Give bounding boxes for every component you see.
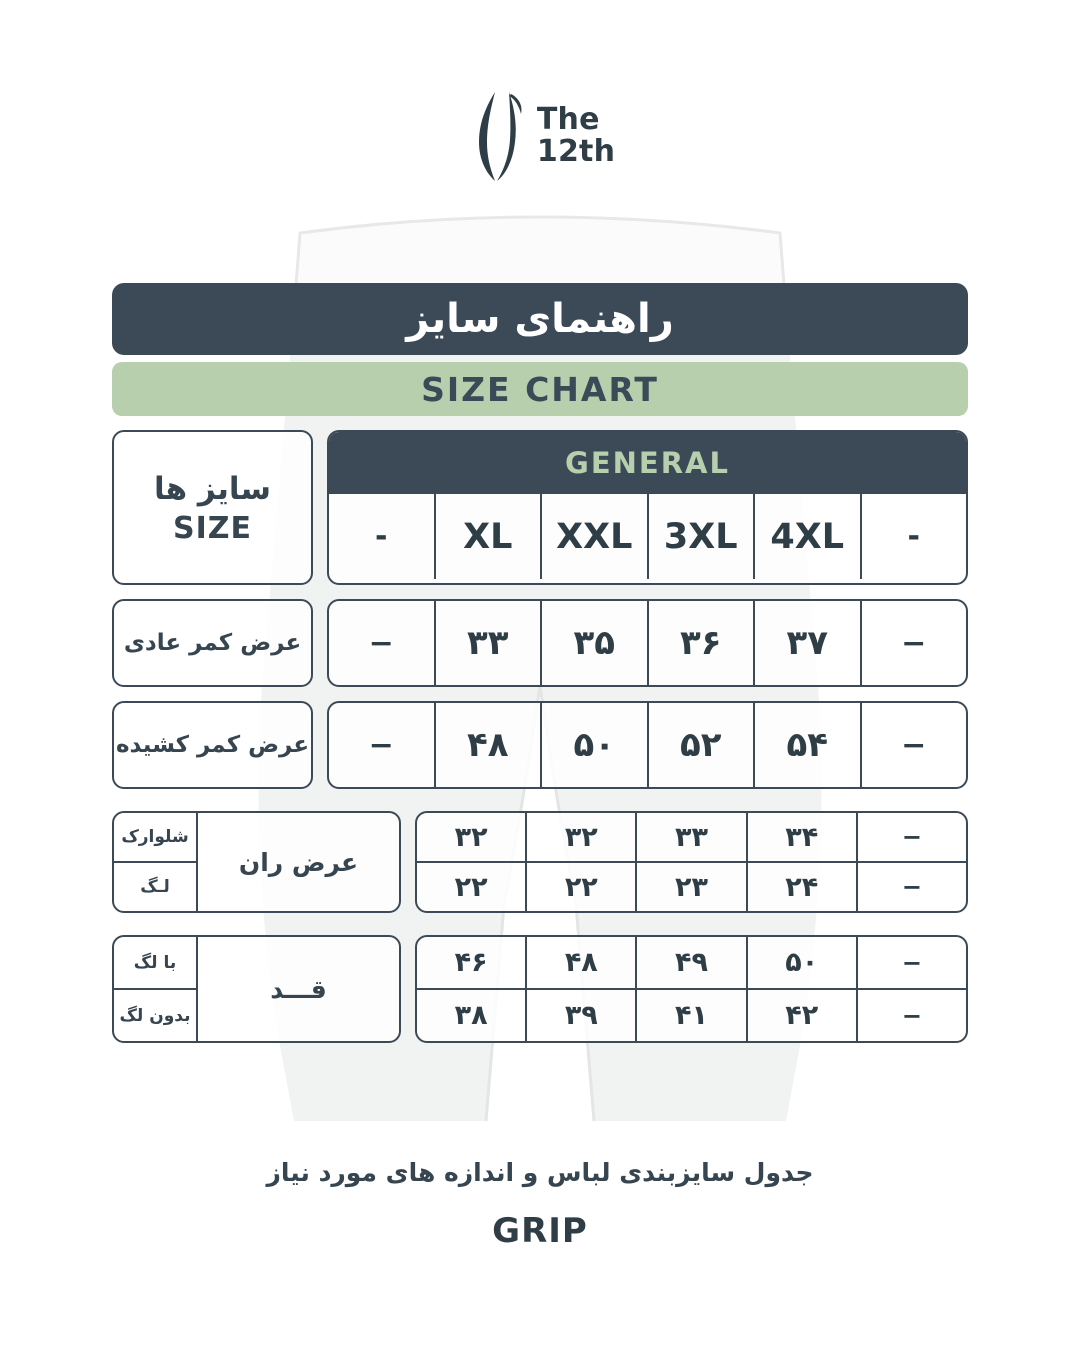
cell-r1-c2: ۵۰ bbox=[540, 703, 647, 787]
logo-mark-icon bbox=[465, 88, 527, 184]
cell-r0-c5: − bbox=[860, 601, 967, 685]
size-col-1: XL bbox=[434, 494, 541, 579]
row-values-waist-normal bbox=[327, 599, 968, 687]
table-header-row bbox=[112, 430, 968, 585]
footer bbox=[0, 1158, 1080, 1251]
size-col-5: - bbox=[860, 494, 967, 579]
row-values-waist-stretched bbox=[327, 701, 968, 789]
size-chart-content bbox=[112, 283, 968, 1043]
table-row-length bbox=[112, 935, 968, 1043]
length-with-legging-values bbox=[417, 937, 966, 990]
table-row bbox=[112, 701, 968, 789]
row-label-text: عرض ران bbox=[238, 847, 359, 877]
page-title-fa: راهنمای سایز bbox=[406, 296, 674, 342]
row-label-text: قـــد bbox=[270, 974, 327, 1004]
row-label-text: عرض کمر کشیده bbox=[115, 732, 310, 758]
length-without-legging-values bbox=[417, 990, 966, 1041]
cell-thigh-a-2: ۳۳ bbox=[635, 813, 745, 861]
row-label-waist-normal bbox=[112, 599, 313, 687]
row-label-thigh bbox=[112, 811, 401, 913]
row-values-thigh bbox=[415, 811, 968, 913]
size-columns-group bbox=[327, 430, 968, 585]
cell-len-a-3: ۵۰ bbox=[746, 937, 856, 988]
cell-thigh-a-4: − bbox=[856, 813, 966, 861]
thigh-legging-values bbox=[417, 863, 966, 911]
row-sublabels-thigh bbox=[114, 813, 198, 911]
sublabel-length-with-legging: با لگ bbox=[114, 937, 196, 990]
sublabel-length-without-legging: بدون لگ bbox=[119, 1005, 191, 1026]
row-label-length bbox=[112, 935, 401, 1043]
table-row bbox=[112, 599, 968, 687]
sublabel-thigh-legging: لـگ bbox=[140, 877, 170, 897]
cell-r1-c4: ۵۴ bbox=[753, 703, 860, 787]
size-col-4: 4XL bbox=[753, 494, 860, 579]
cell-len-a-4: − bbox=[856, 937, 966, 988]
footer-note: جدول سایزبندی لباس و اندازه های مورد نیاز bbox=[266, 1158, 814, 1187]
row-values-length bbox=[415, 935, 968, 1043]
size-col-0: - bbox=[375, 519, 388, 554]
cell-thigh-b-4: − bbox=[856, 863, 966, 911]
logo-wordmark bbox=[536, 101, 616, 169]
cell-thigh-b-0: ۲۲ bbox=[454, 871, 488, 903]
cell-r0-c3: ۳۶ bbox=[647, 601, 754, 685]
group-label-bar bbox=[329, 432, 966, 494]
cell-r0-c2: ۳۵ bbox=[540, 601, 647, 685]
size-col-3: 3XL bbox=[647, 494, 754, 579]
cell-thigh-b-1: ۲۲ bbox=[525, 863, 635, 911]
cell-thigh-a-3: ۳۴ bbox=[746, 813, 856, 861]
cell-r0-c1: ۳۳ bbox=[434, 601, 541, 685]
cell-len-a-1: ۴۸ bbox=[525, 937, 635, 988]
cell-thigh-b-2: ۲۳ bbox=[635, 863, 745, 911]
title-bar bbox=[112, 283, 968, 355]
thigh-shorts-values bbox=[417, 813, 966, 863]
size-col-2: XXL bbox=[540, 494, 647, 579]
cell-thigh-b-3: ۲۴ bbox=[746, 863, 856, 911]
page-title-en: SIZE CHART bbox=[421, 369, 659, 409]
cell-r0-c0: − bbox=[368, 625, 394, 661]
product-name: GRIP bbox=[492, 1211, 588, 1251]
cell-len-b-2: ۴۱ bbox=[635, 990, 745, 1041]
size-header-en: SIZE bbox=[172, 511, 252, 547]
cell-len-b-1: ۳۹ bbox=[525, 990, 635, 1041]
subtitle-bar bbox=[112, 362, 968, 416]
cell-len-a-0: ۴۶ bbox=[454, 947, 488, 978]
size-columns bbox=[329, 494, 966, 579]
row-label-text: عرض کمر عادی bbox=[123, 630, 302, 656]
table-row-thigh bbox=[112, 811, 968, 913]
row-label-waist-stretched bbox=[112, 701, 313, 789]
size-header-cell bbox=[112, 430, 313, 585]
cell-len-b-3: ۴۲ bbox=[746, 990, 856, 1041]
cell-len-a-2: ۴۹ bbox=[635, 937, 745, 988]
size-header-fa: سایز ها bbox=[154, 470, 271, 507]
cell-r1-c3: ۵۲ bbox=[647, 703, 754, 787]
logo-line-1: The bbox=[536, 101, 600, 137]
cell-r1-c1: ۴۸ bbox=[434, 703, 541, 787]
cell-thigh-a-1: ۳۲ bbox=[525, 813, 635, 861]
cell-r1-c5: − bbox=[860, 703, 967, 787]
cell-len-b-4: − bbox=[856, 990, 966, 1041]
brand-logo bbox=[0, 88, 1080, 184]
cell-thigh-a-0: ۳۲ bbox=[454, 821, 488, 853]
row-sublabels-length bbox=[114, 937, 198, 1041]
logo-line-2: 12th bbox=[536, 134, 616, 169]
sublabel-thigh-shorts: شلوارک bbox=[114, 813, 196, 863]
group-label: GENERAL bbox=[565, 446, 730, 480]
cell-len-b-0: ۳۸ bbox=[454, 1000, 488, 1031]
cell-r0-c4: ۳۷ bbox=[753, 601, 860, 685]
cell-r1-c0: − bbox=[368, 727, 394, 763]
